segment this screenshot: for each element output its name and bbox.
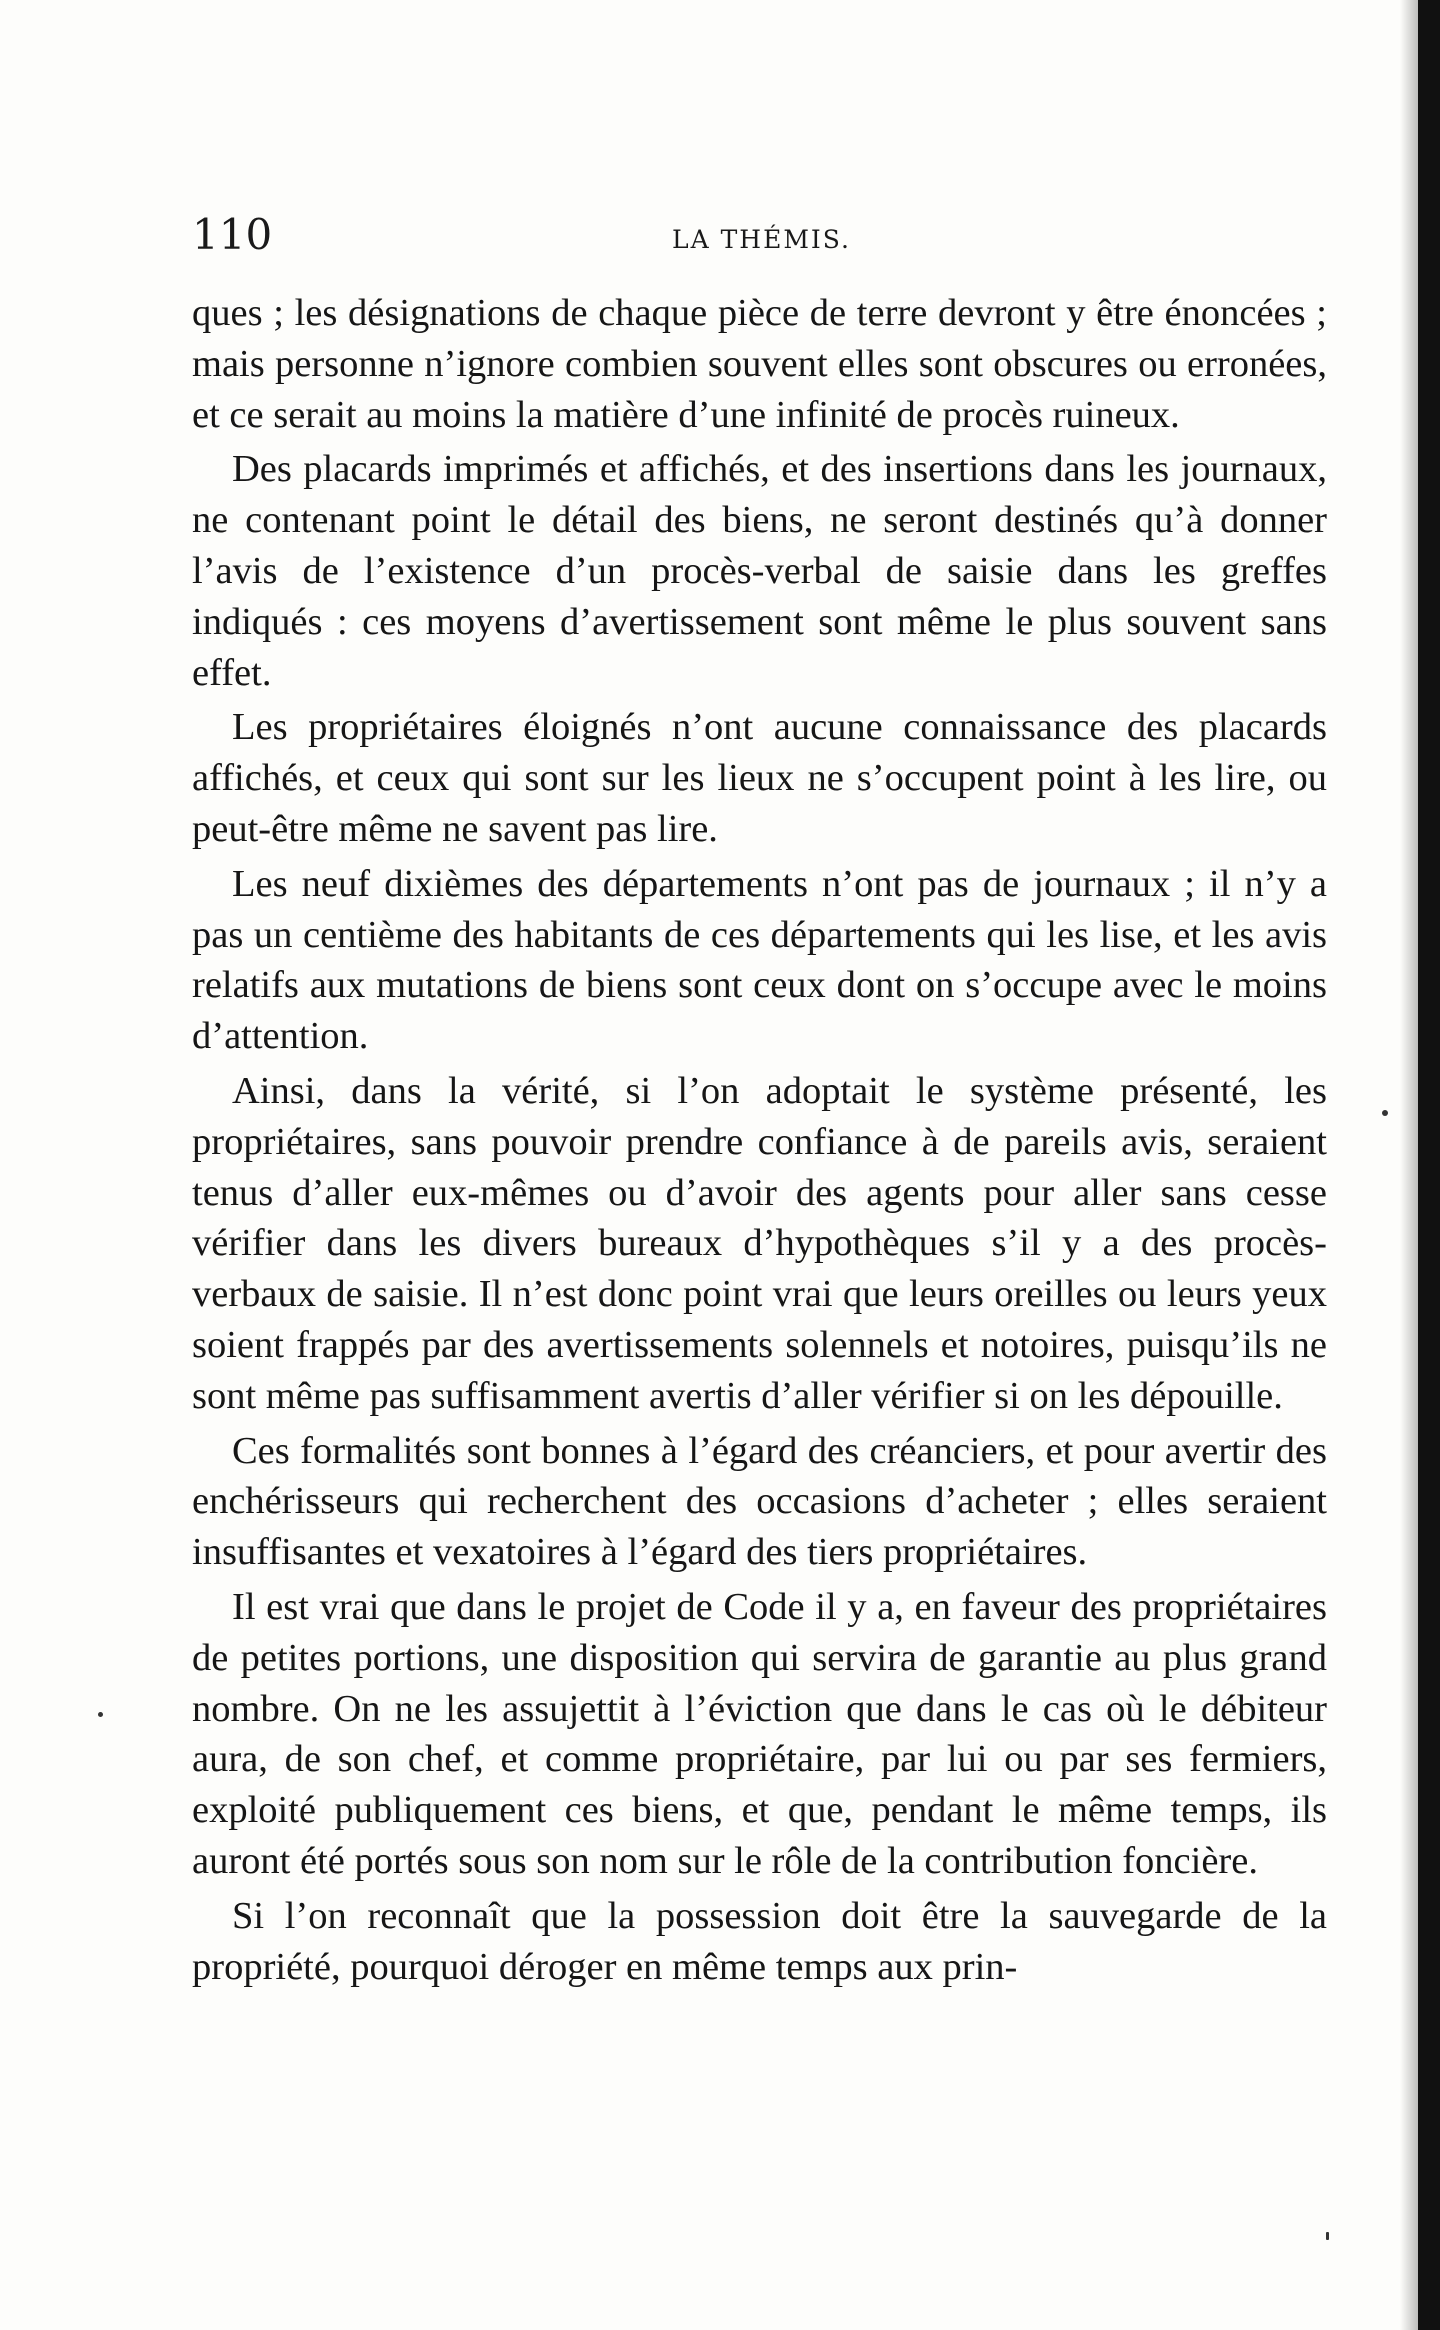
binding-edge [1418,0,1440,2330]
paragraph-continuation: ques ; les désignations de chaque pièce de terre devront y être énoncées ; mais personne n’ignore combien souvent elles sont obscures ou erronées, et ce serait au moins la matière d’une infinité de procès ruineux. [192,292,1327,436]
paragraph: Ainsi, dans la vérité, si l’on adoptait le système présenté, les propriétaires, sans pouvoir prendre confiance à de pareils avis, seraient tenus d’aller eux-mêmes ou d’avoir des agents pour aller sans cesse vérifier dans les divers bureaux d’hypothèques s’il y a des procès-verbaux de saisie. Il n’est donc point vrai que leurs oreilles ou leurs yeux soient frappés par des avertissements solennels et notoires, puisqu’ils ne sont même pas suffisamment avertis d’aller vérifier si on les dépouille. [192,1069,1327,1417]
ink-speck [98,1712,103,1717]
paragraph: Il est vrai que dans le projet de Code il y a, en faveur des propriétaires de petites portions, une disposition qui servira de garantie au plus grand nombre. On ne les assujettit à l’éviction que dans le cas où le débiteur aura, de son chef, et comme propriétaire, par lui ou par ses fermiers, exploité publiquement ces biens, et que, pendant le même temps, ils auront été portés sous son nom sur le rôle de la contribution foncière. [192,1585,1327,1882]
journal-title: LA THÉMIS. [672,225,851,254]
ink-speck [1382,1110,1388,1116]
ink-speck [1326,2232,1329,2240]
running-head [192,210,1322,270]
page-number: 110 [192,210,273,259]
body-text [192,288,1327,1992]
paragraph: Les neuf dixièmes des départements n’ont pas de journaux ; il n’y a pas un centième des habitants de ces départements qui les lise, et les avis relatifs aux mutations de biens sont ceux dont on s’occupe avec le moins d’attention. [192,862,1327,1058]
paragraph: Ces formalités sont bonnes à l’égard des créanciers, et pour avertir des enchérisseurs qui recherchent des occasions d’acheter ; elles seraient insuffisantes et vexatoires à l’égard des tiers propriétaires. [192,1429,1327,1574]
binding-shadow [1400,0,1418,2330]
paragraph: Des placards imprimés et affichés, et des insertions dans les journaux, ne contenant point le détail des biens, ne seront destinés qu’à donner l’avis de l’existence d’un procès-verbal de saisie dans les greffes indiqués : ces moyens d’avertissement sont même le plus souvent sans effet. [192,448,1327,694]
paragraph: Les propriétaires éloignés n’ont aucune connaissance des placards affichés, et ceux qui sont sur les lieux ne s’occupent point à les lire, ou peut-être même ne savent pas lire. [192,706,1327,850]
paragraph: Si l’on reconnaît que la possession doit être la sauvegarde de la propriété, pourquoi déroger en même temps aux prin- [192,1894,1327,1988]
